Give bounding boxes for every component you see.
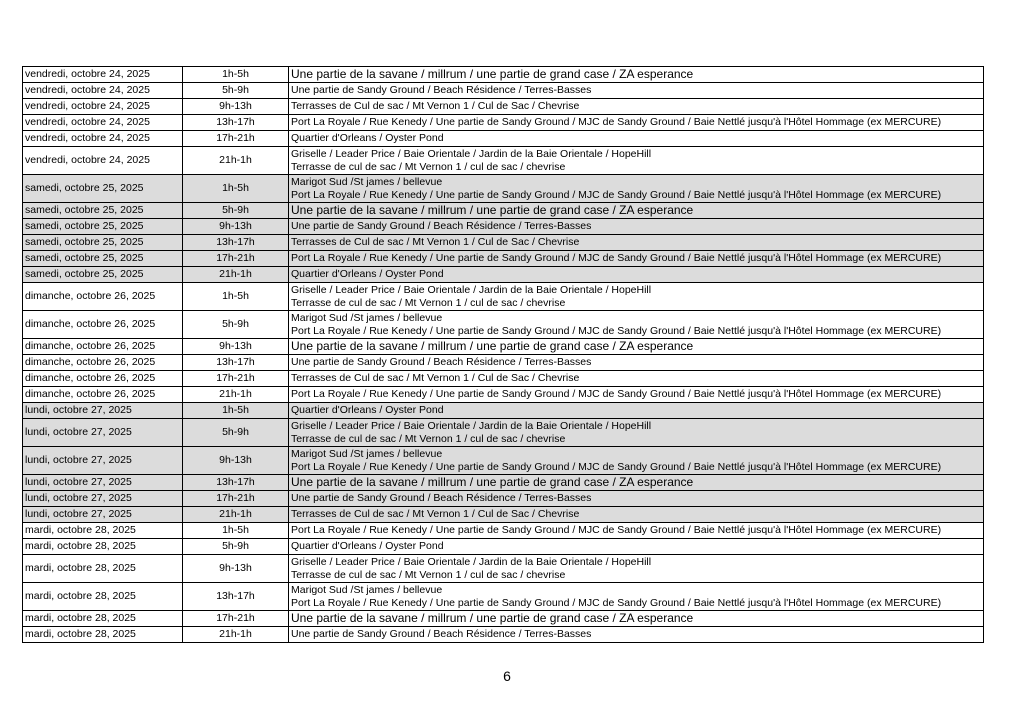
time-slot-cell: 9h-13h xyxy=(183,555,289,583)
time-slot-cell: 1h-5h xyxy=(183,523,289,539)
zone-line: Quartier d'Orleans / Oyster Pond xyxy=(291,132,444,145)
table-row xyxy=(23,355,984,371)
zone-line: Terrasse de cul de sac / Mt Vernon 1 / cul de sac / chevrise xyxy=(291,568,566,581)
date-cell: lundi, octobre 27, 2025 xyxy=(23,403,183,419)
zone-line: Griselle / Leader Price / Baie Orientale / Jardin de la Baie Orientale / HopeHill xyxy=(291,284,652,296)
zone-line: Quartier d'Orleans / Oyster Pond xyxy=(291,404,444,417)
table-row xyxy=(23,523,984,539)
date-cell: mardi, octobre 28, 2025 xyxy=(23,627,183,643)
zone-cell xyxy=(289,115,984,131)
time-slot-cell: 21h-1h xyxy=(183,387,289,403)
zone-cell xyxy=(289,267,984,283)
zone-cell xyxy=(289,251,984,267)
zone-cell xyxy=(289,203,984,219)
date-cell: lundi, octobre 27, 2025 xyxy=(23,507,183,523)
date-cell: lundi, octobre 27, 2025 xyxy=(23,447,183,475)
zone-line: Une partie de Sandy Ground / Beach Résidence / Terres-Basses xyxy=(291,220,592,233)
time-slot-cell: 17h-21h xyxy=(183,611,289,627)
time-slot-cell: 21h-1h xyxy=(183,267,289,283)
zone-cell xyxy=(289,219,984,235)
date-cell: vendredi, octobre 24, 2025 xyxy=(23,67,183,83)
date-cell: samedi, octobre 25, 2025 xyxy=(23,175,183,203)
time-slot-cell: 21h-1h xyxy=(183,507,289,523)
zone-cell xyxy=(289,447,984,475)
zone-line: Griselle / Leader Price / Baie Orientale / Jardin de la Baie Orientale / HopeHill xyxy=(291,148,652,160)
table-row xyxy=(23,627,984,643)
table-row xyxy=(23,99,984,115)
date-cell: mardi, octobre 28, 2025 xyxy=(23,583,183,611)
zone-line: Une partie de Sandy Ground / Beach Résidence / Terres-Basses xyxy=(291,84,592,97)
zone-line: Terrasses de Cul de sac / Mt Vernon 1 / Cul de Sac / Chevrise xyxy=(291,508,580,521)
zone-line: Quartier d'Orleans / Oyster Pond xyxy=(291,268,444,281)
zone-cell xyxy=(289,539,984,555)
schedule-body xyxy=(23,67,984,643)
zone-cell xyxy=(289,83,984,99)
table-row xyxy=(23,611,984,627)
zone-line: Quartier d'Orleans / Oyster Pond xyxy=(291,540,444,553)
zone-cell xyxy=(289,131,984,147)
time-slot-cell: 21h-1h xyxy=(183,147,289,175)
date-cell: vendredi, octobre 24, 2025 xyxy=(23,147,183,175)
time-slot-cell: 17h-21h xyxy=(183,131,289,147)
zone-cell xyxy=(289,403,984,419)
time-slot-cell: 5h-9h xyxy=(183,311,289,339)
zone-line: Griselle / Leader Price / Baie Orientale / Jardin de la Baie Orientale / HopeHill xyxy=(291,556,652,568)
zone-line: Une partie de la savane / millrum / une partie de grand case / ZA esperance xyxy=(291,611,694,626)
zone-line: Marigot Sud /St james / bellevue xyxy=(291,584,443,596)
date-cell: dimanche, octobre 26, 2025 xyxy=(23,371,183,387)
time-slot-cell: 17h-21h xyxy=(183,371,289,387)
zone-cell xyxy=(289,147,984,175)
zone-cell xyxy=(289,311,984,339)
zone-line: Une partie de la savane / millrum / une partie de grand case / ZA esperance xyxy=(291,67,694,82)
zone-cell xyxy=(289,583,984,611)
zone-cell xyxy=(289,283,984,311)
zone-line: Terrasses de Cul de sac / Mt Vernon 1 / Cul de Sac / Chevrise xyxy=(291,236,580,249)
zone-cell xyxy=(289,371,984,387)
zone-cell xyxy=(289,507,984,523)
table-row xyxy=(23,419,984,447)
zone-line: Port La Royale / Rue Kenedy / Une partie de Sandy Ground / MJC de Sandy Ground / Baie Nettlé jusqu'à l'Hôtel Hommage (ex MERCURE) xyxy=(291,388,942,401)
date-cell: samedi, octobre 25, 2025 xyxy=(23,235,183,251)
table-row xyxy=(23,339,984,355)
time-slot-cell: 13h-17h xyxy=(183,355,289,371)
date-cell: samedi, octobre 25, 2025 xyxy=(23,251,183,267)
table-row xyxy=(23,283,984,311)
date-cell: vendredi, octobre 24, 2025 xyxy=(23,131,183,147)
date-cell: dimanche, octobre 26, 2025 xyxy=(23,355,183,371)
time-slot-cell: 17h-21h xyxy=(183,251,289,267)
zone-line: Une partie de la savane / millrum / une partie de grand case / ZA esperance xyxy=(291,203,694,218)
table-row xyxy=(23,175,984,203)
time-slot-cell: 9h-13h xyxy=(183,219,289,235)
zone-line: Terrasses de Cul de sac / Mt Vernon 1 / Cul de Sac / Chevrise xyxy=(291,100,580,113)
zone-line: Port La Royale / Rue Kenedy / Une partie de Sandy Ground / MJC de Sandy Ground / Baie Nettlé jusqu'à l'Hôtel Hommage (ex MERCURE) xyxy=(291,188,942,201)
date-cell: lundi, octobre 27, 2025 xyxy=(23,491,183,507)
time-slot-cell: 13h-17h xyxy=(183,115,289,131)
zone-cell xyxy=(289,67,984,83)
zone-line: Une partie de la savane / millrum / une partie de grand case / ZA esperance xyxy=(291,339,694,354)
time-slot-cell: 13h-17h xyxy=(183,235,289,251)
zone-line: Terrasse de cul de sac / Mt Vernon 1 / cul de sac / chevrise xyxy=(291,296,566,309)
time-slot-cell: 13h-17h xyxy=(183,583,289,611)
table-row xyxy=(23,555,984,583)
time-slot-cell: 1h-5h xyxy=(183,67,289,83)
table-row xyxy=(23,403,984,419)
date-cell: lundi, octobre 27, 2025 xyxy=(23,475,183,491)
time-slot-cell: 5h-9h xyxy=(183,203,289,219)
zone-line: Terrasse de cul de sac / Mt Vernon 1 / cul de sac / chevrise xyxy=(291,160,566,173)
table-row xyxy=(23,251,984,267)
table-row xyxy=(23,447,984,475)
time-slot-cell: 17h-21h xyxy=(183,491,289,507)
time-slot-cell: 9h-13h xyxy=(183,99,289,115)
time-slot-cell: 21h-1h xyxy=(183,627,289,643)
date-cell: dimanche, octobre 26, 2025 xyxy=(23,339,183,355)
table-row xyxy=(23,83,984,99)
date-cell: mardi, octobre 28, 2025 xyxy=(23,611,183,627)
time-slot-cell: 1h-5h xyxy=(183,403,289,419)
table-row xyxy=(23,267,984,283)
zone-line: Port La Royale / Rue Kenedy / Une partie de Sandy Ground / MJC de Sandy Ground / Baie Nettlé jusqu'à l'Hôtel Hommage (ex MERCURE) xyxy=(291,324,942,337)
table-row xyxy=(23,475,984,491)
date-cell: vendredi, octobre 24, 2025 xyxy=(23,99,183,115)
date-cell: dimanche, octobre 26, 2025 xyxy=(23,283,183,311)
zone-cell xyxy=(289,355,984,371)
zone-cell xyxy=(289,491,984,507)
zone-line: Une partie de Sandy Ground / Beach Résidence / Terres-Basses xyxy=(291,628,592,641)
zone-cell xyxy=(289,555,984,583)
page-number: 6 xyxy=(503,668,511,684)
outage-schedule-table xyxy=(22,66,984,643)
date-cell: samedi, octobre 25, 2025 xyxy=(23,219,183,235)
table-row xyxy=(23,219,984,235)
time-slot-cell: 5h-9h xyxy=(183,539,289,555)
table-row xyxy=(23,539,984,555)
time-slot-cell: 5h-9h xyxy=(183,83,289,99)
date-cell: dimanche, octobre 26, 2025 xyxy=(23,311,183,339)
zone-cell xyxy=(289,339,984,355)
table-row xyxy=(23,371,984,387)
table-row xyxy=(23,387,984,403)
table-row xyxy=(23,67,984,83)
zone-line: Port La Royale / Rue Kenedy / Une partie de Sandy Ground / MJC de Sandy Ground / Baie Nettlé jusqu'à l'Hôtel Hommage (ex MERCURE) xyxy=(291,116,942,129)
zone-line: Terrasses de Cul de sac / Mt Vernon 1 / Cul de Sac / Chevrise xyxy=(291,372,580,385)
zone-line: Terrasse de cul de sac / Mt Vernon 1 / cul de sac / chevrise xyxy=(291,432,566,445)
zone-line: Port La Royale / Rue Kenedy / Une partie de Sandy Ground / MJC de Sandy Ground / Baie Nettlé jusqu'à l'Hôtel Hommage (ex MERCURE) xyxy=(291,252,942,265)
zone-line: Une partie de Sandy Ground / Beach Résidence / Terres-Basses xyxy=(291,356,592,369)
date-cell: mardi, octobre 28, 2025 xyxy=(23,539,183,555)
table-row xyxy=(23,583,984,611)
time-slot-cell: 9h-13h xyxy=(183,339,289,355)
zone-line: Marigot Sud /St james / bellevue xyxy=(291,312,443,324)
date-cell: vendredi, octobre 24, 2025 xyxy=(23,83,183,99)
zone-cell xyxy=(289,475,984,491)
date-cell: mardi, octobre 28, 2025 xyxy=(23,555,183,583)
zone-line: Une partie de la savane / millrum / une partie de grand case / ZA esperance xyxy=(291,475,694,490)
time-slot-cell: 13h-17h xyxy=(183,475,289,491)
zone-cell xyxy=(289,175,984,203)
table-row xyxy=(23,235,984,251)
time-slot-cell: 9h-13h xyxy=(183,447,289,475)
zone-line: Marigot Sud /St james / bellevue xyxy=(291,448,443,460)
zone-cell xyxy=(289,387,984,403)
zone-cell xyxy=(289,523,984,539)
zone-cell xyxy=(289,235,984,251)
zone-cell xyxy=(289,419,984,447)
table-row xyxy=(23,147,984,175)
date-cell: samedi, octobre 25, 2025 xyxy=(23,267,183,283)
time-slot-cell: 5h-9h xyxy=(183,419,289,447)
table-row xyxy=(23,311,984,339)
table-row xyxy=(23,203,984,219)
zone-line: Port La Royale / Rue Kenedy / Une partie de Sandy Ground / MJC de Sandy Ground / Baie Nettlé jusqu'à l'Hôtel Hommage (ex MERCURE) xyxy=(291,596,942,609)
zone-line: Port La Royale / Rue Kenedy / Une partie de Sandy Ground / MJC de Sandy Ground / Baie Nettlé jusqu'à l'Hôtel Hommage (ex MERCURE) xyxy=(291,460,942,473)
table-row xyxy=(23,507,984,523)
zone-cell xyxy=(289,627,984,643)
date-cell: vendredi, octobre 24, 2025 xyxy=(23,115,183,131)
table-row xyxy=(23,115,984,131)
date-cell: mardi, octobre 28, 2025 xyxy=(23,523,183,539)
time-slot-cell: 1h-5h xyxy=(183,175,289,203)
zone-line: Marigot Sud /St james / bellevue xyxy=(291,176,443,188)
date-cell: lundi, octobre 27, 2025 xyxy=(23,419,183,447)
time-slot-cell: 1h-5h xyxy=(183,283,289,311)
date-cell: dimanche, octobre 26, 2025 xyxy=(23,387,183,403)
date-cell: samedi, octobre 25, 2025 xyxy=(23,203,183,219)
zone-line: Griselle / Leader Price / Baie Orientale / Jardin de la Baie Orientale / HopeHill xyxy=(291,420,652,432)
zone-line: Une partie de Sandy Ground / Beach Résidence / Terres-Basses xyxy=(291,492,592,505)
zone-cell xyxy=(289,611,984,627)
table-row xyxy=(23,491,984,507)
zone-cell xyxy=(289,99,984,115)
table-row xyxy=(23,131,984,147)
zone-line: Port La Royale / Rue Kenedy / Une partie de Sandy Ground / MJC de Sandy Ground / Baie Nettlé jusqu'à l'Hôtel Hommage (ex MERCURE) xyxy=(291,524,942,537)
